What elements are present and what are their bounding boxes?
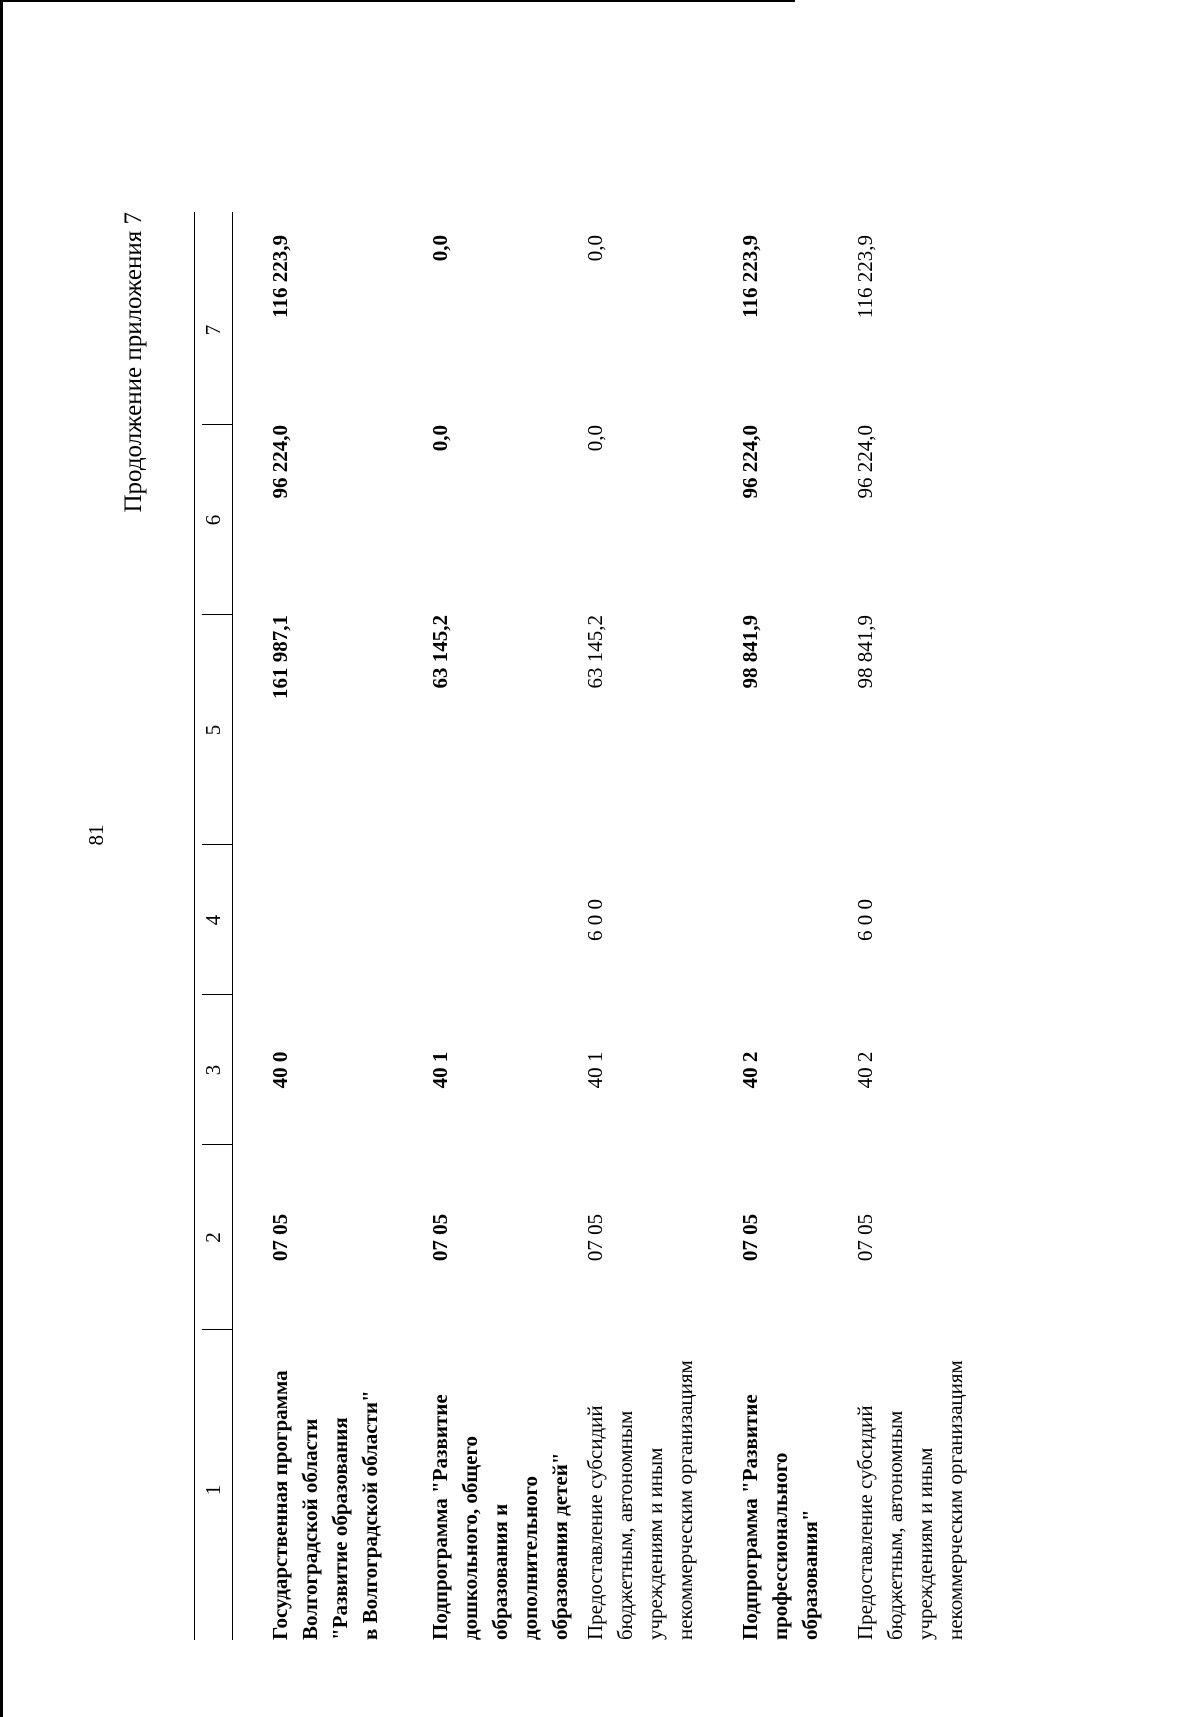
header-cell-6: 6 xyxy=(201,514,225,526)
row-name-line: профессионального xyxy=(768,1452,792,1640)
row-target: 40 2 xyxy=(738,1051,762,1089)
row-expense-type: 6 0 0 xyxy=(583,899,607,941)
row-target: 40 0 xyxy=(268,1051,292,1089)
row-name-line: дошкольного, общего xyxy=(458,1436,482,1640)
row-name-line: "Развитие образования xyxy=(328,1417,352,1640)
header-bottom-rule xyxy=(232,212,233,1640)
row-amount-6: 96 224,0 xyxy=(853,425,877,499)
scan-edge-left xyxy=(0,0,3,1717)
header-cell-5: 5 xyxy=(201,724,225,736)
row-amount-5: 98 841,9 xyxy=(738,615,762,689)
row-name-line: Подпрограмма "Развитие xyxy=(738,1394,762,1640)
row-amount-5: 63 145,2 xyxy=(583,615,607,689)
row-name-line: Предоставление субсидий xyxy=(583,1405,607,1640)
row-amount-6: 0,0 xyxy=(583,425,607,452)
scan-edge-top xyxy=(0,0,795,2)
row-section: 07 05 xyxy=(583,1213,607,1262)
row-amount-7: 116 223,9 xyxy=(268,235,292,318)
row-name-line: Предоставление субсидий xyxy=(853,1405,877,1640)
header-cell-7: 7 xyxy=(201,324,225,336)
row-name-line: некоммерческим организациям xyxy=(673,1360,697,1640)
row-name-line: бюджетным, автономным xyxy=(613,1410,637,1640)
row-name xyxy=(425,1340,575,1640)
page-number: 81 xyxy=(84,824,108,846)
row-section: 07 05 xyxy=(853,1213,877,1262)
row-name-line: бюджетным, автономным xyxy=(883,1410,907,1640)
row-amount-6: 96 224,0 xyxy=(268,425,292,499)
row-name xyxy=(580,1340,700,1640)
header-cell-2: 2 xyxy=(201,1232,225,1243)
row-amount-5: 63 145,2 xyxy=(428,615,452,689)
row-name-line: некоммерческим организациям xyxy=(943,1360,967,1640)
row-name xyxy=(735,1340,825,1640)
row-name-line: образования" xyxy=(798,1509,822,1640)
row-amount-5: 98 841,9 xyxy=(853,615,877,689)
header-cell-4: 4 xyxy=(201,914,225,926)
row-section: 07 05 xyxy=(738,1213,762,1262)
row-target: 40 1 xyxy=(428,1051,452,1089)
row-section: 07 05 xyxy=(428,1213,452,1262)
row-name-line: Волгоградской области xyxy=(298,1418,322,1640)
row-amount-6: 96 224,0 xyxy=(738,425,762,499)
row-name-line: учреждениям и иным xyxy=(913,1447,937,1640)
row-name-line: учреждениям и иным xyxy=(643,1447,667,1640)
row-name-line: Государственная программа xyxy=(268,1370,292,1640)
row-section: 07 05 xyxy=(268,1213,292,1262)
row-expense-type: 6 0 0 xyxy=(853,899,877,941)
row-name-line: образования и дополнительного xyxy=(488,1475,542,1640)
row-amount-7: 0,0 xyxy=(583,235,607,262)
row-name-line: Подпрограмма "Развитие xyxy=(428,1394,452,1640)
row-amount-6: 0,0 xyxy=(428,425,452,452)
row-amount-5: 161 987,1 xyxy=(268,615,292,699)
row-amount-7: 0,0 xyxy=(428,235,452,262)
row-name xyxy=(850,1340,970,1640)
continuation-title: Продолжение приложения 7 xyxy=(120,212,147,513)
row-amount-7: 116 223,9 xyxy=(738,235,762,318)
header-cell-3: 3 xyxy=(201,1064,225,1076)
row-target: 40 2 xyxy=(853,1051,877,1089)
rotated-page-content xyxy=(110,180,970,1660)
header-cell-1: 1 xyxy=(201,1484,225,1496)
row-amount-7: 116 223,9 xyxy=(853,235,877,319)
row-target: 40 1 xyxy=(583,1051,607,1089)
row-name xyxy=(265,1340,385,1640)
row-name-line: в Волгоградской области" xyxy=(358,1390,382,1640)
row-name-line: образования детей" xyxy=(548,1452,572,1640)
